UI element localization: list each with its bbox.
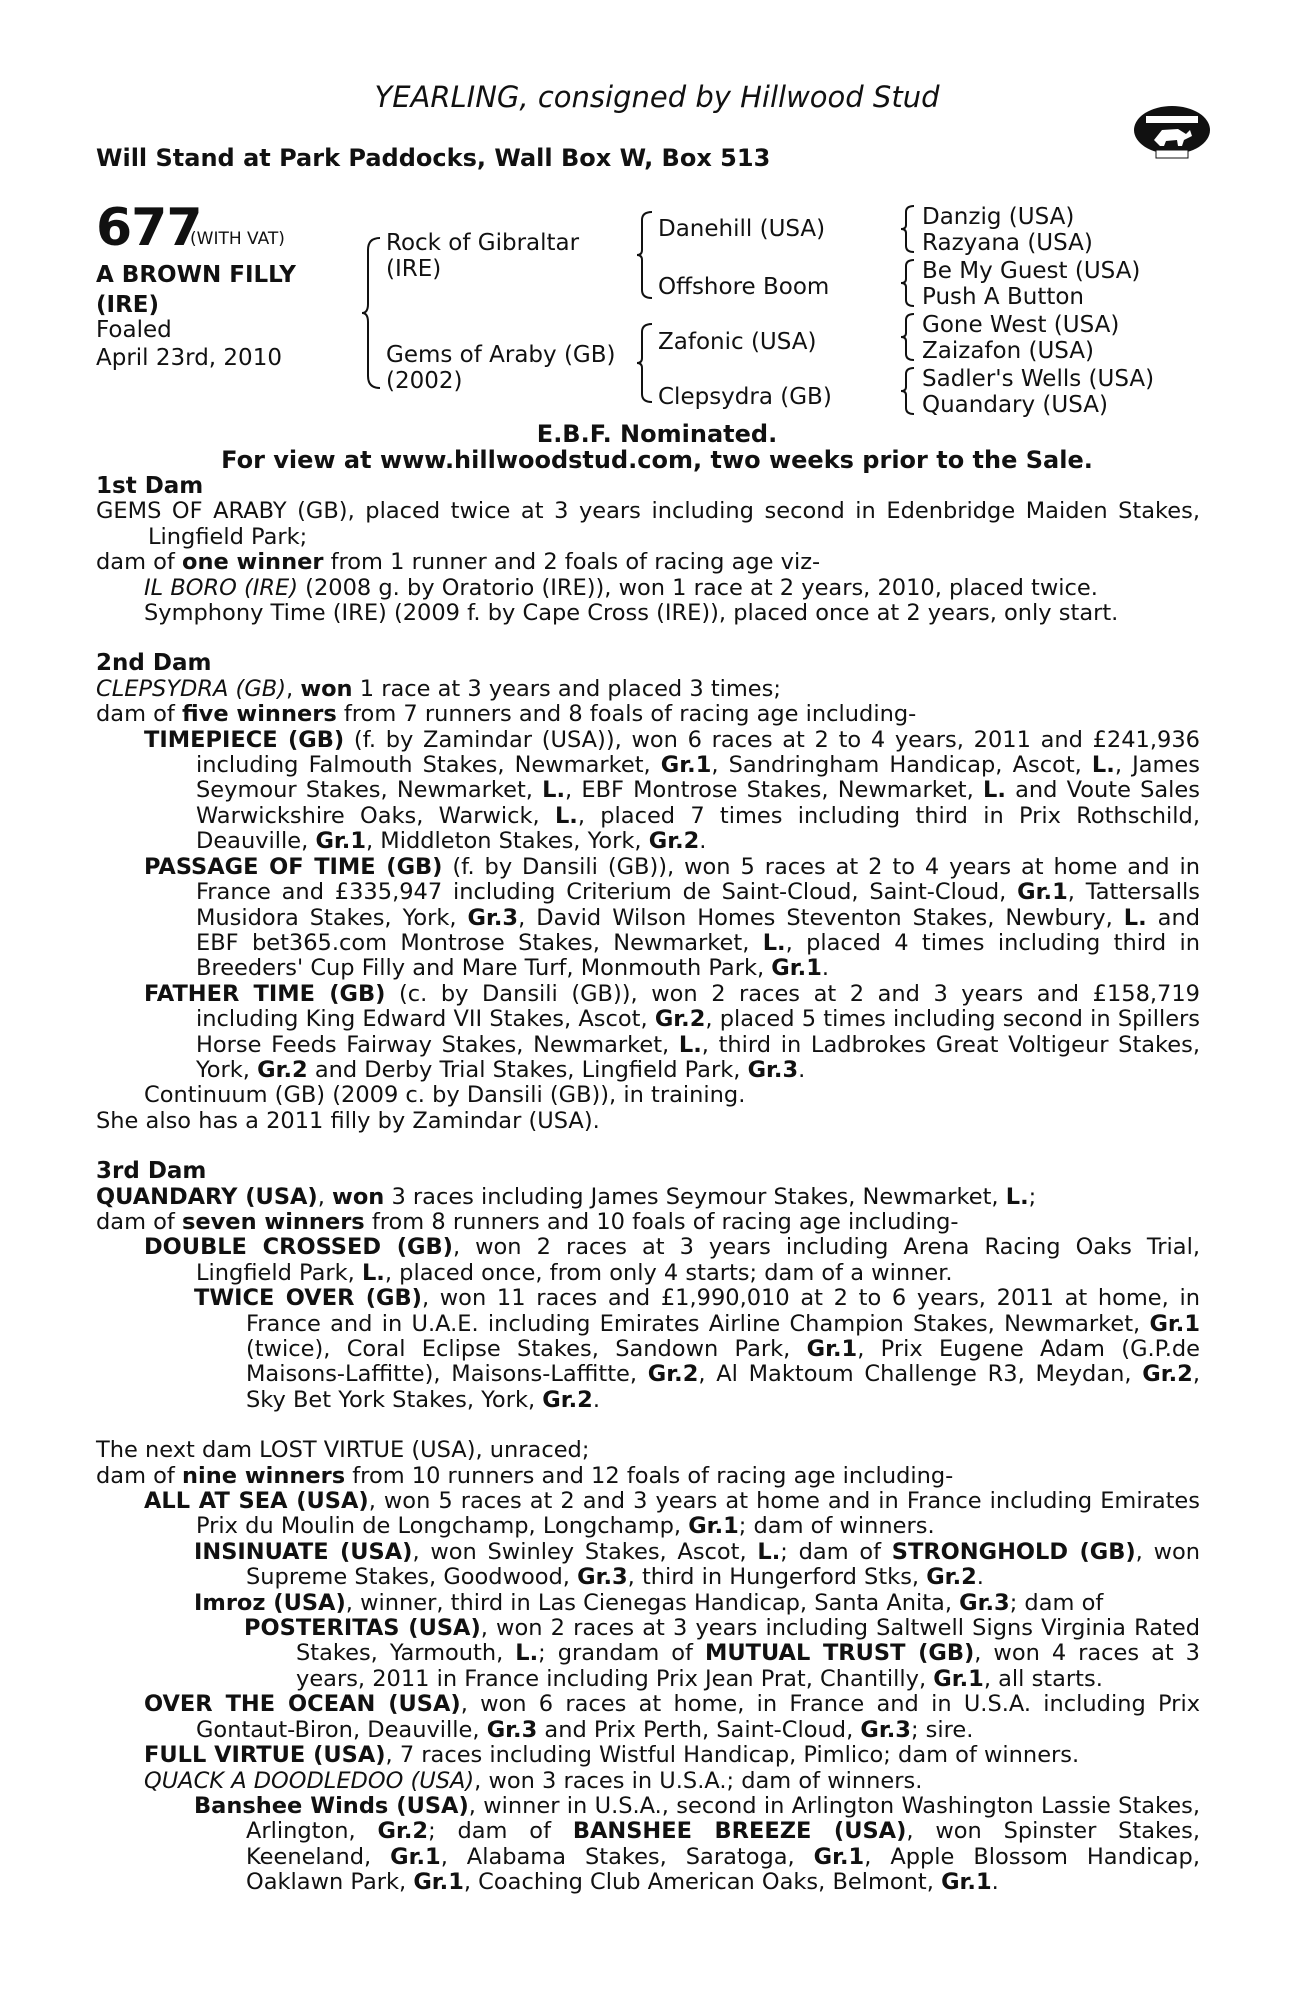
pedigree-gen3: Be My Guest (USA) xyxy=(922,258,1141,284)
produce-entry: DOUBLE CROSSED (GB), won 2 races at 3 years including Arena Racing Oaks Trial, Lingfield Park, L., placed once, from only 4 starts; dam of a winner. xyxy=(144,1234,1200,1286)
produce-entry: FULL VIRTUE (USA), 7 races including Wistful Handicap, Pimlico; dam of winners. xyxy=(144,1742,1080,1769)
next-dam-produce: dam of nine winners from 10 runners and 12 foals of racing age including- xyxy=(96,1462,954,1489)
pedigree-brace-gen1 xyxy=(360,236,382,390)
horse-line-1: A BROWN FILLY xyxy=(96,262,296,288)
first-dam-produce: dam of one winner from 1 runner and 2 foals of racing age viz- xyxy=(96,549,821,576)
pedigree-gen3: Zaizafon (USA) xyxy=(922,338,1095,364)
third-dam-produce: dam of seven winners from 8 runners and 10 foals of racing age including- xyxy=(96,1208,959,1235)
sire-name xyxy=(386,230,579,282)
vat-note: (WITH VAT) xyxy=(190,229,285,249)
sire-line-1: Rock of Gibraltar xyxy=(386,230,580,256)
lot-number: 677 xyxy=(96,198,202,258)
second-dam-heading: 2nd Dam xyxy=(96,650,212,677)
produce-entry: Symphony Time (IRE) (2009 f. by Cape Cross (IRE)), placed once at 2 years, only start. xyxy=(144,600,1119,627)
produce-entry: PASSAGE OF TIME (GB) (f. by Dansili (GB)), won 5 races at 2 to 4 years at home and in France and £335,947 including Criterium de Saint-Cloud, Saint-Cloud, Gr.1, Tattersalls Musidora Stakes, York, Gr.3, David Wilson Homes Steventon Stakes, Newbury, L. and EBF bet365.com Montrose Stakes, Newmarket, L., placed 4 times including third in Breeders' Cup Filly and Mare Turf, Monmouth Park, Gr.1. xyxy=(144,853,1201,982)
produce-entry: OVER THE OCEAN (USA), won 6 races at home, in France and in U.S.A. including Prix Gontaut-Biron, Deauville, Gr.3 and Prix Perth, Saint-Cloud, Gr.3; sire. xyxy=(144,1691,1201,1743)
produce-entry: TWICE OVER (GB), won 11 races and £1,990,010 at 2 to 6 years, 2011 at home, in France and in U.A.E. including Emirates Airline Champion Stakes, Newmarket, Gr.1 (twice), Coral Eclipse Stakes, Sandown Park, Gr.1, Prix Eugene Adam (G.P.de Maisons-Laffitte), Maisons-Laffitte, Gr.2, Al Maktoum Challenge R3, Meydan, Gr.2, Sky Bet York Stakes, York, Gr.2. xyxy=(194,1285,1200,1413)
produce-note: She also has a 2011 filly by Zamindar (USA). xyxy=(96,1107,600,1134)
produce-entry: ALL AT SEA (USA), won 5 races at 2 and 3 years at home and in France including Emirates Prix du Moulin de Longchamp, Longchamp, Gr.1; dam of winners. xyxy=(144,1488,1201,1540)
produce-entry: QUACK A DOODLEDOO (USA), won 3 races in U.S.A.; dam of winners. xyxy=(144,1767,923,1794)
pedigree-gen3: Gone West (USA) xyxy=(922,312,1120,338)
pedigree-gen2: Offshore Boom xyxy=(658,274,830,300)
dam-details xyxy=(96,474,1200,1896)
third-dam-heading: 3rd Dam xyxy=(96,1158,207,1185)
produce-entry: POSTERITAS (USA), won 2 races at 3 years including Saltwell Signs Virginia Rated Stakes, Yarmouth, L.; grandam of MUTUAL TRUST (GB), won 4 races at 3 years, 2011 in France including Prix Jean Prat, Chantilly, Gr.1, all starts. xyxy=(244,1615,1200,1692)
pedigree-brace-gg4 xyxy=(900,366,916,416)
sire-line-2: (IRE) xyxy=(386,256,442,282)
produce-entry: Banshee Winds (USA), winner in U.S.A., second in Arlington Washington Lassie Stakes, Arlington, Gr.2; dam of BANSHEE BREEZE (USA), won Spinster Stakes, Keeneland, Gr.1, Alabama Stakes, Saratoga, Gr.1, Apple Blossom Handicap, Oaklawn Park, Gr.1, Coaching Club American Oaks, Belmont, Gr.1. xyxy=(194,1792,1200,1896)
ebf-nomination: E.B.F. Nominated. xyxy=(536,420,778,448)
viewing-note: For view at www.hillwoodstud.com, two weeks prior to the Sale. xyxy=(221,446,1093,474)
horse-description xyxy=(96,260,336,320)
foaled-label: Foaled xyxy=(96,317,172,343)
pedigree-gen3: Razyana (USA) xyxy=(922,230,1093,256)
pedigree-brace-gg2 xyxy=(900,258,916,308)
pedigree-gen3: Quandary (USA) xyxy=(922,392,1108,418)
pedigree-gen2: Zafonic (USA) xyxy=(658,329,817,355)
pedigree-brace-sire xyxy=(636,210,654,300)
produce-entry: Imroz (USA), winner, third in Las Cienegas Handicap, Santa Anita, Gr.3; dam of xyxy=(194,1589,1104,1616)
pedigree-gen3: Sadler's Wells (USA) xyxy=(922,366,1155,392)
foaled-date: April 23rd, 2010 xyxy=(96,345,282,371)
next-dam-record: The next dam LOST VIRTUE (USA), unraced; xyxy=(96,1437,590,1464)
pedigree-gen3: Push A Button xyxy=(922,284,1084,310)
foaled-info xyxy=(96,316,282,372)
produce-entry: Continuum (GB) (2009 c. by Dansili (GB)), in training. xyxy=(144,1082,746,1109)
yearling-bonus-badge-icon xyxy=(1132,96,1212,162)
dam-line-1: Gems of Araby (GB) xyxy=(386,342,616,368)
horse-line-2: (IRE) xyxy=(96,292,160,318)
dam-name xyxy=(386,342,616,394)
pedigree-brace-dam xyxy=(636,322,654,404)
pedigree-gen2: Danehill (USA) xyxy=(658,216,826,242)
produce-entry: FATHER TIME (GB) (c. by Dansili (GB)), won 2 races at 2 and 3 years and £158,719 including King Edward VII Stakes, Ascot, Gr.2, placed 5 times including second in Spillers Horse Feeds Fairway Stakes, Newmarket, L., third in Ladbrokes Great Voltigeur Stakes, York, Gr.2 and Derby Trial Stakes, Lingfield Park, Gr.3. xyxy=(144,980,1201,1083)
stand-location: Will Stand at Park Paddocks, Wall Box W, Box 513 xyxy=(96,144,771,172)
produce-entry: INSINUATE (USA), won Swinley Stakes, Ascot, L.; dam of STRONGHOLD (GB), won Supreme Stakes, Goodwood, Gr.3, third in Hungerford Stks, Gr.2. xyxy=(194,1538,1200,1591)
produce-entry: IL BORO (IRE) (2008 g. by Oratorio (IRE)), won 1 race at 2 years, 2010, placed twice. xyxy=(144,574,1098,601)
first-dam-record: GEMS OF ARABY (GB), placed twice at 3 years including second in Edenbridge Maiden Stakes, Lingfield Park; xyxy=(96,498,1200,550)
dam-line-2: (2002) xyxy=(386,368,463,394)
second-dam-produce: dam of five winners from 7 runners and 8 foals of racing age including- xyxy=(96,701,917,728)
pedigree-gen2: Clepsydra (GB) xyxy=(658,384,832,410)
pedigree-brace-gg3 xyxy=(900,312,916,362)
first-dam-heading: 1st Dam xyxy=(96,473,204,499)
produce-entry: TIMEPIECE (GB) (f. by Zamindar (USA)), won 6 races at 2 to 4 years, 2011 and £241,936 including Falmouth Stakes, Newmarket, Gr.1, Sandringham Handicap, Ascot, L., James Seymour Stakes, Newmarket, L., EBF Montrose Stakes, Newmarket, L. and Voute Sales Warwickshire Oaks, Warwick, L., placed 7 times including third in Prix Rothschild, Deauville, Gr.1, Middleton Stakes, York, Gr.2. xyxy=(144,726,1200,855)
pedigree-brace-gg1 xyxy=(900,204,916,254)
second-dam-record: CLEPSYDRA (GB), won 1 race at 3 years and placed 3 times; xyxy=(96,675,781,702)
third-dam-record: QUANDARY (USA), won 3 races including James Seymour Stakes, Newmarket, L.; xyxy=(96,1183,1037,1210)
catalogue-heading: YEARLING, consigned by Hillwood Stud xyxy=(374,80,940,114)
pedigree-gen3: Danzig (USA) xyxy=(922,204,1075,230)
